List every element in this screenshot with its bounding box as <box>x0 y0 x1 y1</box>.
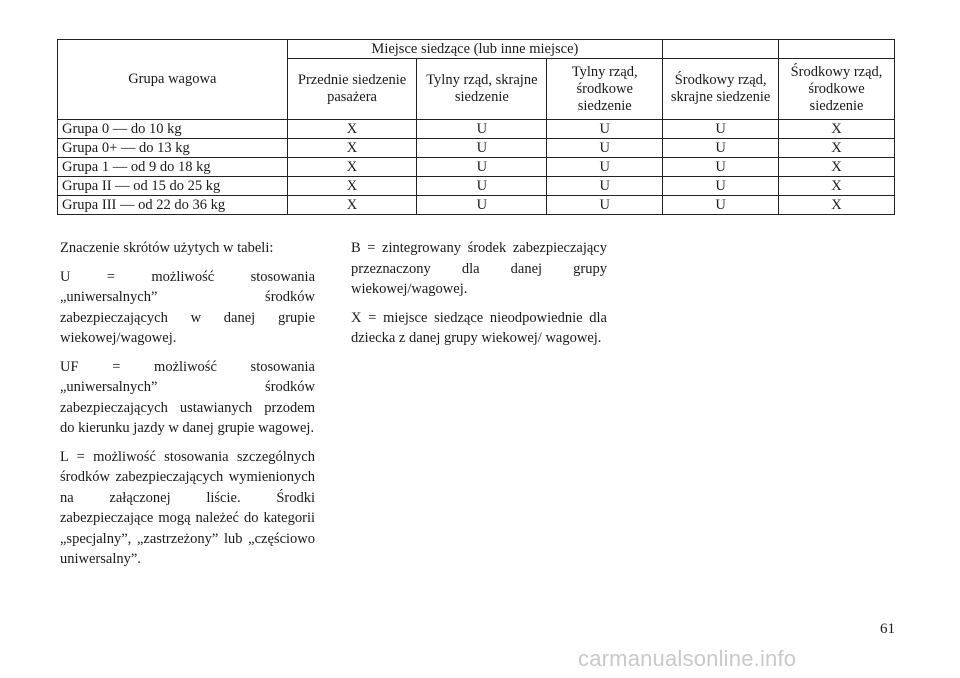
header-blank-cell <box>779 40 895 59</box>
table-cell: X <box>287 196 417 215</box>
table-row <box>58 196 895 215</box>
legend-right-column <box>351 238 607 357</box>
weight-group-cell: Grupa 1 — od 9 do 18 kg <box>58 158 288 177</box>
table-row <box>58 177 895 196</box>
table-cell: U <box>547 196 663 215</box>
page-number: 61 <box>880 621 895 637</box>
weight-group-cell: Grupa II — od 15 do 25 kg <box>58 177 288 196</box>
legend-intro: Znaczenie skrótów użytych w tabeli: <box>60 240 274 256</box>
seating-position-header: Miejsce siedzące (lub inne miejsce) <box>287 40 663 59</box>
table-cell: U <box>417 177 547 196</box>
table-cell: U <box>547 177 663 196</box>
table-row <box>58 158 895 177</box>
table-cell: X <box>287 177 417 196</box>
header-blank-cell <box>663 40 779 59</box>
table-cell: U <box>663 120 779 139</box>
weight-group-cell: Grupa III — od 22 do 36 kg <box>58 196 288 215</box>
table-cell: X <box>287 158 417 177</box>
table-cell: U <box>547 158 663 177</box>
watermark: carmanualsonline.info <box>578 646 797 671</box>
table-cell: U <box>547 120 663 139</box>
table-cell: X <box>779 177 895 196</box>
table-cell: U <box>663 177 779 196</box>
legend-x: X = miejsce siedzące nieodpowiednie dla dziecka z danej grupy wiekowej/ wagowej. <box>351 309 607 346</box>
table-cell: U <box>417 120 547 139</box>
column-header: Środkowy rząd, skrajne siedzenie <box>663 59 779 120</box>
table-cell: U <box>417 139 547 158</box>
seat-compatibility-table <box>57 39 895 215</box>
weight-group-cell: Grupa 0 — do 10 kg <box>58 120 288 139</box>
legend-uf: UF = możliwość stosowania „uniwersalnych” środków zabezpieczających ustawianych przodem do kierunku jazdy w danej grupie wagowej. <box>60 358 315 436</box>
table-cell: U <box>547 139 663 158</box>
table-cell: U <box>663 158 779 177</box>
table-cell: X <box>287 139 417 158</box>
column-header: Przednie siedzenie pasażera <box>287 59 417 120</box>
weight-group-header: Grupa wagowa <box>58 40 288 120</box>
weight-group-cell: Grupa 0+ — do 13 kg <box>58 139 288 158</box>
column-header: Tylny rząd, skrajne siedzenie <box>417 59 547 120</box>
column-header: Środkowy rząd, środkowe siedzenie <box>779 59 895 120</box>
table-row <box>58 120 895 139</box>
table-cell: X <box>779 196 895 215</box>
table-cell: U <box>663 196 779 215</box>
legend-l: L = możliwość stosowania szczególnych środków zabezpieczających wymienionych na załączonej liście. Środki zabezpieczające mogą należeć do kategorii „specjalny”, „zastrzeżony” lub „częściowo uniwersalny”. <box>60 448 315 567</box>
table-row <box>58 139 895 158</box>
table-cell: X <box>779 158 895 177</box>
table-cell: U <box>417 158 547 177</box>
table-cell: U <box>417 196 547 215</box>
table-cell: X <box>779 120 895 139</box>
table-cell: X <box>779 139 895 158</box>
column-header: Tylny rząd, środkowe siedzenie <box>547 59 663 120</box>
legend-left-column <box>60 238 315 578</box>
legend-u: U = możliwość stosowania „uniwersalnych” środków zabezpieczających w danej grupie wiekowej/wagowej. <box>60 268 315 346</box>
table-cell: X <box>287 120 417 139</box>
legend-b: B = zintegrowany środek zabezpieczający przeznaczony dla danej grupy wiekowej/wagowej. <box>351 240 607 297</box>
table-cell: U <box>663 139 779 158</box>
